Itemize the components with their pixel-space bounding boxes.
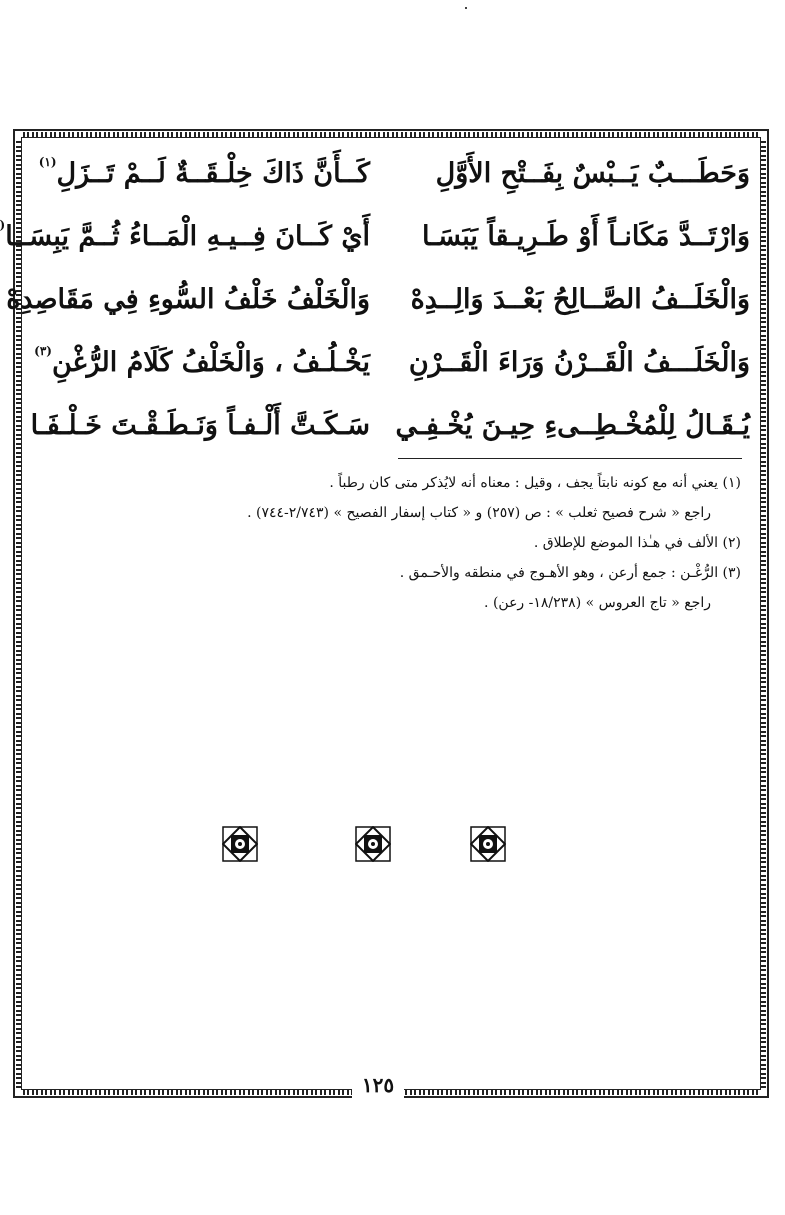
verse-row [30,339,750,402]
verse-3-first-hemistich: وَالْخَلَــفُ الصَّــالِحُ بَعْــدَ وَالِــدِهْ [410,284,750,315]
verse-3-second-text: وَالْخَلْفُ خَلْفُ السُّوءِ فِي مَقَاصِدِهْ [6,284,370,315]
page-number: ١٢٥ [352,1072,404,1098]
verse-1-second-text: كَــأَنَّ ذَاكَ خِلْـقَــةٌ لَــمْ تَــزَلِ [56,158,370,189]
verse-4-first-hemistich: وَالْخَلَـــفُ الْقَــرْنُ وَرَاءَ الْقَــرْنِ [408,347,750,378]
verse-row [0,213,750,276]
verse-3-second-hemistich [6,280,370,320]
verse-1-first-hemistich: وَحَطَـــبٌ يَــبْسٌ بِفَــتْحِ الأَوَّلِ [435,158,750,189]
verse-2-first-hemistich: وَارْتَــدَّ مَكَانـاً أَوْ طَـرِيـقاً يَبَسَـا [422,221,750,252]
page-dot [465,7,467,9]
verse-2-second-hemistich [0,217,370,261]
geometric-rosette-icon [470,826,506,862]
verse-4-second-text: يَخْـلُـفُ ، وَالْخَلْفُ كَلَامُ الرُّغْنِ [51,347,370,378]
footnote-divider [398,458,742,459]
verse-row [30,402,750,465]
footnote-marker-1: (١) [38,155,57,169]
verse-5-second-text: سَـكَـتَّ أَلْـفـاً وَنَـطَـقْـتَ خَـلْـفَـا [30,410,370,441]
verse-1-second-hemistich [30,154,370,198]
footnote-1: (١) يعني أنه مع كونه نابتاً يجف ، وقيل : معناه أنه لايُذكر متى كان رطباً . [329,475,741,491]
footnote-2: (٢) الألف في هـٰذا الموضع للإطلاق . [533,535,741,551]
verse-5-second-hemistich [30,406,370,446]
verse-row [30,150,750,213]
footnote-marker-2: ( [0,218,6,232]
verse-2-second-text: أَيْ كَــانَ فِــيـهِ الْمَــاءُ ثُــمَّ يَبِسَــا [5,221,370,252]
verse-row [6,276,750,339]
verse-5-first-hemistich: يُـقَـالُ لِلْمُخْـطِــىءِ حِيـنَ يُخْـفِـي [395,410,750,441]
footnotes [61,468,741,618]
poem-verses [0,150,750,465]
footnote-3-reference: راجع « تاج العروس » (١٨/٢٣٨- رعن) . [484,595,711,611]
footnote-3: (٣) الرُّغْـن : جمع أرعن ، وهو الأهـوج في منطقه والأحـمق . [399,565,741,581]
verse-4-second-hemistich [30,343,370,387]
footnote-1-reference: راجع « شرح فصيح ثعلب » : ص (٢٥٧) و « كتاب إسفار الفصيح » (٢/٧٤٣-٧٤٤) . [247,505,711,521]
geometric-rosette-icon [355,826,391,862]
geometric-rosette-icon [222,826,258,862]
footnote-marker-3: (٣) [34,344,52,358]
